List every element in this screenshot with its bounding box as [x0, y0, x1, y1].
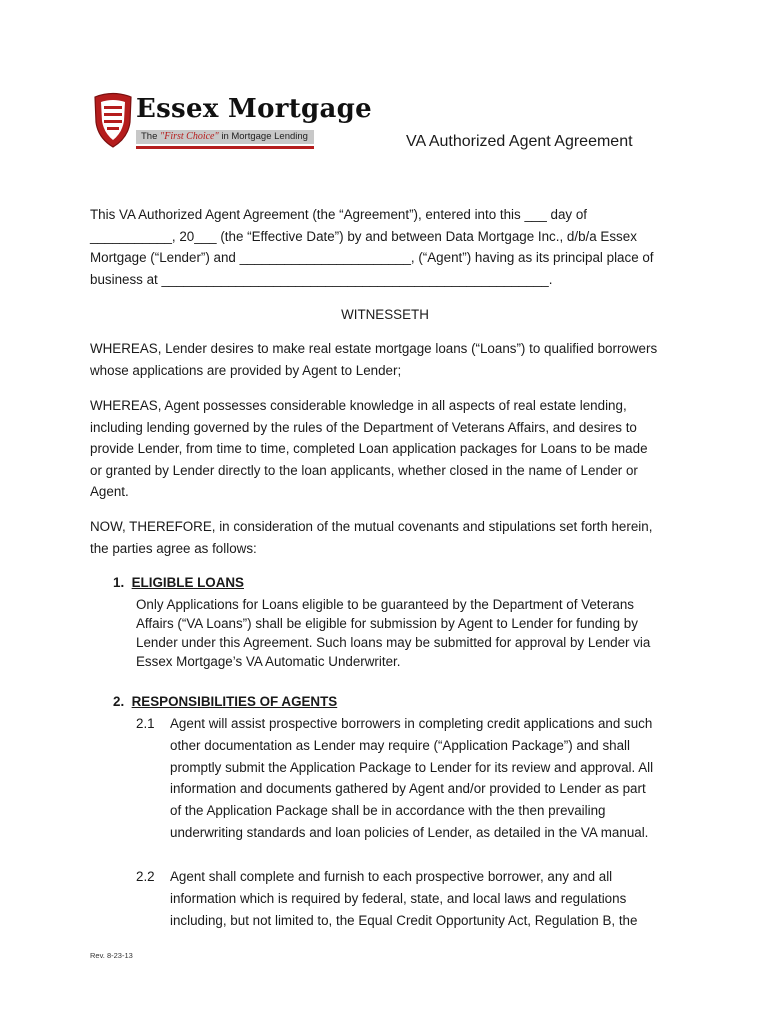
intro-line: Mortgage (“Lender”) and _______________________, (“Agent”) having as its principal place of: [90, 250, 654, 265]
paragraph-line: Agent will assist prospective borrowers in completing credit applications and such: [170, 716, 653, 731]
paragraph-line: information and documents gathered by Agent and/or provided to Lender as part: [170, 781, 646, 797]
witnesseth-heading: WITNESSETH: [341, 307, 429, 322]
whereas-paragraph-1: [90, 338, 680, 381]
intro-line: ___________, 20___ (the “Effective Date”) by and between Data Mortgage Inc., d/b/a Essex: [90, 228, 637, 244]
subsection-2-1-body: [170, 713, 730, 844]
paragraph-line: WHEREAS, Agent possesses considerable knowledge in all aspects of real estate lending,: [90, 398, 627, 413]
paragraph-line: provide Lender, from time to time, completed Loan application packages for Loans to be made: [90, 441, 648, 456]
paragraph-line: underwriting standards and loan policies of Lender, as detailed in the VA manual.: [170, 824, 649, 840]
subsection-2-2-number: 2.2: [136, 869, 155, 884]
paragraph-line: Affairs (“VA Loans”) shall be eligible for submission by Agent to Lender for funding by: [136, 616, 638, 631]
section-number: 1.: [113, 575, 125, 590]
paragraph-line: whose applications are provided by Agent to Lender;: [90, 362, 402, 378]
intro-paragraph: [90, 204, 680, 290]
section-number: 2.: [113, 694, 125, 709]
paragraph-line: WHEREAS, Lender desires to make real estate mortgage loans (“Loans”) to qualified borrowers: [90, 341, 658, 356]
shield-icon: [92, 92, 134, 148]
intro-line: This VA Authorized Agent Agreement (the “Agreement”), entered into this ___ day of: [90, 207, 587, 222]
now-therefore-paragraph: [90, 516, 680, 559]
whereas-paragraph-2: [90, 395, 680, 503]
paragraph-line: including lending governed by the rules of the Department of Veterans Affairs, and desires to: [90, 419, 637, 435]
paragraph-line: Agent shall complete and furnish to each prospective borrower, any and all: [170, 869, 613, 884]
paragraph-line: Only Applications for Loans eligible to be guaranteed by the Department of Veterans: [136, 597, 635, 612]
subsection-2-1-number: 2.1: [136, 716, 155, 731]
paragraph-line: information which is required by federal, state, and local laws and regulations: [170, 890, 627, 906]
section-1-heading: [113, 575, 244, 590]
section-1-body: [136, 595, 696, 671]
paragraph-line: including, but not limited to, the Equal Credit Opportunity Act, Regulation B, the: [170, 912, 638, 928]
paragraph-line: Essex Mortgage’s VA Automatic Underwriter.: [136, 654, 401, 669]
paragraph-line: of the Application Package shall be in accordance with the then prevailing: [170, 803, 606, 819]
logo-underline: [136, 146, 314, 149]
paragraph-line: Agent.: [90, 484, 129, 499]
paragraph-line: other documentation as Lender may require (“Application Package”) and shall: [170, 737, 631, 753]
essex-mortgage-logo: [92, 92, 372, 152]
paragraph-line: or granted by Lender directly to the loan applicants, whether closed in the name of Lender or: [90, 462, 638, 478]
logo-wordmark: Essex Mortgage: [136, 94, 372, 124]
paragraph-line: promptly submit the Application Package to Lender for its review and approval. All: [170, 759, 654, 775]
paragraph-line: NOW, THEREFORE, in consideration of the mutual covenants and stipulations set forth herein,: [90, 519, 653, 534]
section-title: RESPONSIBILITIES OF AGENTS: [131, 694, 338, 709]
section-title: ELIGIBLE LOANS: [131, 575, 244, 590]
paragraph-line: the parties agree as follows:: [90, 540, 257, 556]
subsection-2-2-body: [170, 866, 730, 931]
intro-line: business at ____________________________________________________.: [90, 271, 553, 287]
logo-tagline: The "First Choice" in Mortgage Lending: [136, 130, 314, 144]
paragraph-line: Lender under this Agreement. Such loans may be submitted for approval by Lender via: [136, 635, 651, 650]
revision-footer: Rev. 8-23-13: [90, 951, 133, 960]
section-2-heading: [113, 694, 337, 709]
document-title: VA Authorized Agent Agreement: [406, 133, 633, 150]
